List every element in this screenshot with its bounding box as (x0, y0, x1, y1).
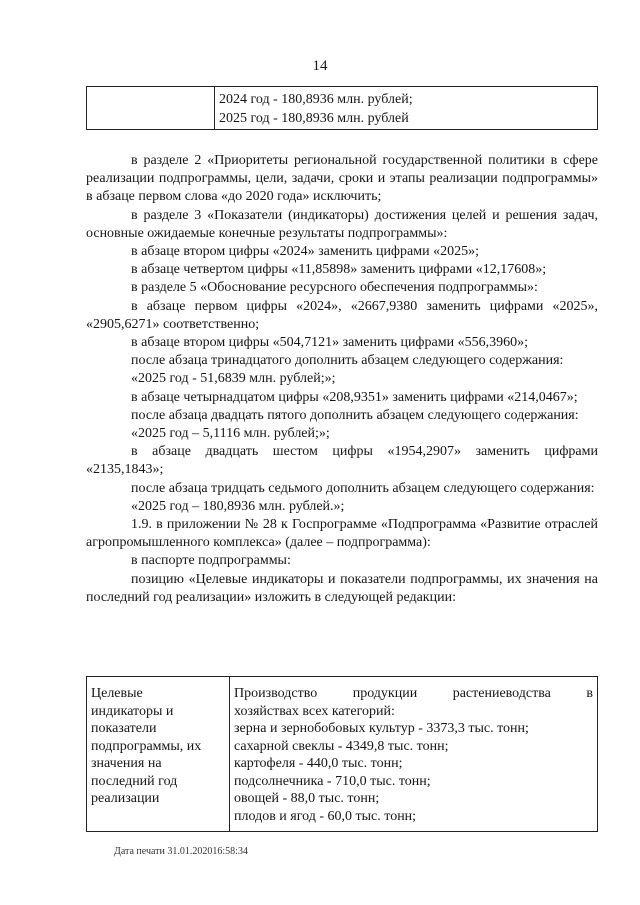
page-number: 14 (312, 58, 328, 74)
paragraph: в разделе 3 «Показатели (индикаторы) достижения целей и решения задач, основные ожидаемые конечные результаты подпрограммы»: (86, 207, 598, 241)
paragraph: в абзаце втором цифры «2024» заменить цифрами «2025»; (131, 244, 479, 260)
top-table (86, 86, 598, 130)
paragraph: 1.9. в приложении № 28 к Госпрограмме «Подпрограмма «Развитие отраслей агропромышленного комплекса» (далее – подпрограмма): (86, 517, 598, 551)
paragraph: «2025 год – 5,1116 млн. рублей;»; (131, 426, 330, 442)
indicators-label-cell (87, 677, 230, 831)
paragraph: «2025 год - 51,6839 млн. рублей;»; (131, 371, 336, 387)
paragraph: в абзаце втором цифры «504,7121» заменить цифрами «556,3960»; (131, 335, 528, 351)
paragraph: в паспорте подпрограммы: (131, 553, 291, 569)
indicator-label-line: подпрограммы, их (91, 738, 202, 754)
paragraph: позицию «Целевые индикаторы и показатели подпрограммы, их значения на последний год реализации» изложить в следующей редакции: (86, 571, 598, 605)
paragraph: после абзаца тридцать седьмого дополнить абзацем следующего содержания: (131, 480, 595, 496)
indicator-value-line: овощей - 88,0 тыс. тонн; (234, 791, 380, 806)
indicator-value-line: хозяйствах всех категорий: (234, 703, 395, 719)
paragraph: в абзаце двадцать шестом цифры «1954,2907» заменить цифрами «2135,1843»; (86, 444, 598, 478)
indicator-value-line: Производство продукции растениеводства в (234, 686, 593, 701)
indicator-label-line: реализации (91, 791, 160, 806)
indicator-label-line: значения на (91, 756, 162, 771)
indicators-value-cell (230, 677, 597, 831)
top-table-line: 2024 год - 180,8936 млн. рублей; (219, 92, 413, 107)
top-table-value-cell (215, 87, 597, 129)
indicator-value-line: подсолнечника - 710,0 тыс. тонн; (234, 773, 431, 789)
top-table-empty-cell (87, 87, 215, 129)
indicator-label-line: последний год (91, 773, 178, 789)
paragraph: в абзаце четырнадцатом цифры «208,9351» заменить цифрами «214,0467»; (131, 389, 578, 405)
paragraph: «2025 год – 180,8936 млн. рублей.»; (131, 498, 345, 514)
indicator-label-line: показатели (91, 721, 157, 736)
top-table-line: 2025 год - 180,8936 млн. рублей (219, 111, 409, 126)
indicator-value-line: зерна и зернобобовых культур - 3373,3 тыс. тонн; (234, 721, 529, 736)
paragraph: в разделе 2 «Приоритеты региональной государственной политики в сфере реализации подпрограммы, цели, задачи, сроки и этапы реализации подпрограммы» в абзаце первом слова «до 2020 года» исключить; (86, 153, 598, 205)
paragraph: после абзаца тринадцатого дополнить абзацем следующего содержания: (131, 353, 564, 369)
paragraph: в абзаце четвертом цифры «11,85898» заменить цифрами «12,17608»; (131, 262, 547, 278)
indicator-value-line: картофеля - 440,0 тыс. тонн; (234, 756, 403, 771)
indicator-label-line: индикаторы и (91, 703, 174, 719)
paragraph: после абзаца двадцать пятого дополнить абзацем следующего содержания: (131, 407, 579, 423)
paragraph: в абзаце первом цифры «2024», «2667,9380 заменить цифрами «2025», «2905,6271» соответственно; (86, 298, 598, 332)
print-date: Дата печати 31.01.202016:58:34 (114, 846, 248, 857)
document-body (86, 152, 598, 607)
indicators-table (86, 676, 598, 832)
indicator-value-line: плодов и ягод - 60,0 тыс. тонн; (234, 808, 417, 824)
indicator-value-line: сахарной свеклы - 4349,8 тыс. тонн; (234, 738, 449, 754)
indicator-label-line: Целевые (91, 686, 143, 701)
paragraph: в разделе 5 «Обоснование ресурсного обеспечения подпрограммы»: (131, 280, 538, 296)
